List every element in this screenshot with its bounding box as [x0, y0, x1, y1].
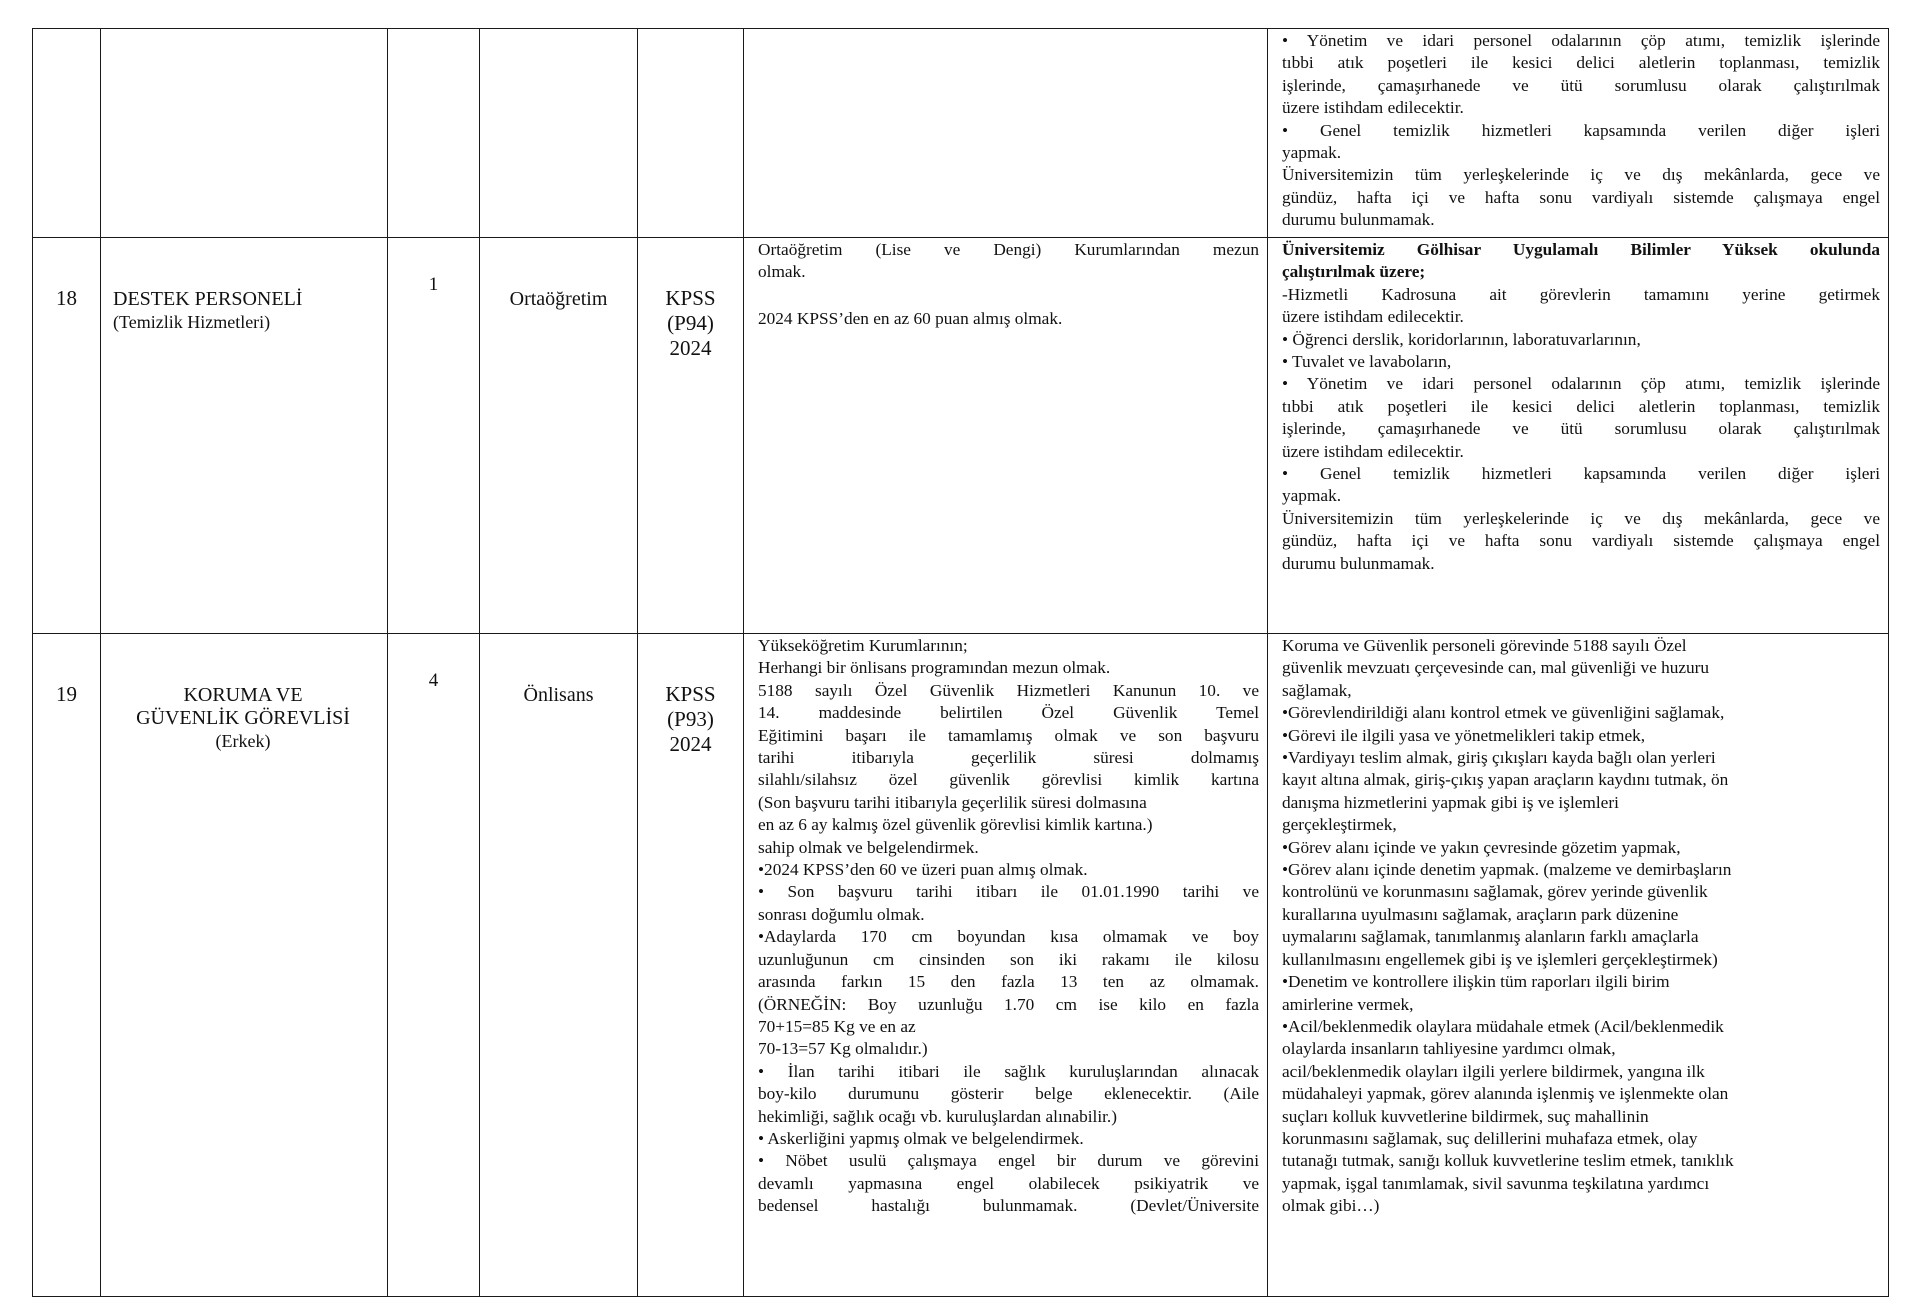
text-line: tıbbi atık poşetleri ile kesici delici aletlerin toplanması, temizlik — [1282, 396, 1880, 416]
text-line: olmak. — [758, 262, 806, 282]
text-line: devamlı yapmasına engel olabilecek psikiyatrik ve — [758, 1173, 1259, 1193]
table-row — [33, 238, 1889, 634]
text-line: Yükseköğretim Kurumlarının; — [758, 636, 968, 655]
text-line: Ortaöğretim (Lise ve Dengi) Kurumlarından mezun — [758, 240, 1259, 259]
text-line: danışma hizmetlerini yapmak gibi iş ve işlemleri — [1282, 792, 1619, 812]
text-line: güvenlik mevzuatı çerçevesinde can, mal güvenliği ve huzuru — [1282, 658, 1710, 678]
text-line: tıbbi atık poşetleri ile kesici delici aletlerin toplanması, temizlik — [1282, 53, 1880, 73]
description-text — [1268, 238, 1888, 575]
text-line: uymalarını sağlamak, tanımlanmış alanların farklı amaçlarla — [1282, 927, 1699, 947]
text-line: 70-13=57 Kg olmalıdır.) — [758, 1039, 928, 1059]
text-line: olaylarda insanların tahliyesine yardımcı olmak, — [1282, 1039, 1616, 1059]
table-row — [33, 634, 1889, 1297]
position-count: 4 — [388, 634, 480, 1297]
position-name: KORUMA VE — [183, 684, 303, 706]
kpss-code: (P94) — [667, 311, 714, 335]
kpss-year: 2024 — [669, 732, 712, 756]
position-name: GÜVENLİK GÖREVLİSİ — [136, 707, 350, 729]
text-line: işlerinde, çamaşırhanede ve ütü sorumlusu olarak çalıştırılmak — [1282, 75, 1880, 95]
text-line: •Adaylarda 170 cm boyundan kısa olmamak ve boy — [758, 927, 1259, 947]
cell-education — [480, 29, 638, 238]
text-line: boy-kilo durumunu gösterir belge eklenecektir. (Aile — [758, 1084, 1259, 1104]
text-line: tarihi itibarıyla geçerlilik süresi dolmamış — [758, 748, 1259, 768]
text-line: sahip olmak ve belgelendirmek. — [758, 837, 979, 857]
text-line: sağlamak, — [1282, 680, 1352, 700]
kpss-year: 2024 — [669, 336, 712, 360]
kpss-label: KPSS — [665, 682, 716, 706]
text-line: sonrası doğumlu olmak. — [758, 904, 925, 924]
text-line: (ÖRNEĞİN: Boy uzunluğu 1.70 cm ise kilo en fazla — [758, 994, 1259, 1014]
requirements-text — [744, 634, 1267, 1245]
text-line: •Görevi ile ilgili yasa ve yönetmelikleri takip etmek, — [1282, 725, 1646, 745]
education-level: Önlisans — [480, 634, 638, 1297]
text-line: • Yönetim ve idari personel odalarının çöp atımı, temizlik işlerinde — [1282, 374, 1880, 394]
text-line: •Görevlendirildiği alanı kontrol etmek ve güvenliğini sağlamak, — [1282, 703, 1725, 723]
text-line: Herhangi bir önlisans programından mezun olmak. — [758, 658, 1111, 678]
text-line: 70+15=85 Kg ve en az — [758, 1016, 916, 1036]
job-listing-table — [32, 28, 1889, 1297]
text-line: yapmak. — [1282, 143, 1342, 163]
text-line: •Vardiyayı teslim almak, giriş çıkışları kayda bağlı olan yerleri — [1282, 748, 1716, 768]
row-number: 19 — [33, 634, 101, 1297]
text-line: kontrolünü ve korunmasını sağlamak, görev yerinde güvenlik — [1282, 882, 1708, 902]
text-line: yapmak. — [1282, 486, 1342, 506]
text-line: Üniversitemizin tüm yerleşkelerinde iç ve dış mekânlarda, gece ve — [1282, 508, 1880, 528]
position-title — [101, 634, 388, 1297]
text-line: • Yönetim ve idari personel odalarının çöp atımı, temizlik işlerinde — [1282, 31, 1880, 50]
text-line: • Nöbet usulü çalışmaya engel bir durum ve görevini — [758, 1151, 1259, 1171]
text-line: • Genel temizlik hizmetleri kapsamında verilen diğer işleri — [1282, 464, 1880, 484]
text-line: • Genel temizlik hizmetleri kapsamında verilen diğer işleri — [1282, 120, 1880, 140]
text-line: silahlı/silahsız özel güvenlik görevlisi kimlik kartına — [758, 770, 1259, 790]
text-line: korunmasını sağlamak, suç delillerini muhafaza etmek, olay — [1282, 1128, 1698, 1148]
text-line: üzere istihdam edilecektir. — [1282, 441, 1464, 461]
cell-kpss — [638, 29, 744, 238]
cell-requirements — [744, 29, 1268, 238]
text-line: gündüz, hafta içi ve hafta sonu vardiyalı sistemde çalışmaya engel — [1282, 187, 1880, 207]
text-line: kurallarına uyulmasını sağlamak, araçların park düzenine — [1282, 904, 1679, 924]
cell-no — [33, 29, 101, 238]
text-line-bold: Üniversitemiz Gölhisar Uygulamalı Bilimler Yüksek okulunda — [1282, 240, 1880, 259]
text-line: 5188 sayılı Özel Güvenlik Hizmetleri Kanunun 10. ve — [758, 680, 1259, 700]
kpss-score-type — [638, 238, 744, 634]
text-line: acil/beklenmedik olayları ilgili yerlere bildirmek, yangına ilk — [1282, 1061, 1705, 1081]
description-text — [1268, 29, 1888, 237]
description-text — [1268, 634, 1888, 1245]
text-line: gündüz, hafta içi ve hafta sonu vardiyalı sistemde çalışmaya engel — [1282, 531, 1880, 551]
text-line: durumu bulunmamak. — [1282, 210, 1435, 230]
text-line: hekimliği, sağlık ocağı vb. kuruluşlardan alınabilir.) — [758, 1106, 1117, 1126]
education-level: Ortaöğretim — [480, 238, 638, 634]
text-line: amirlerine vermek, — [1282, 994, 1414, 1014]
cell-count — [388, 29, 480, 238]
text-line: • Askerliğini yapmış olmak ve belgelendirmek. — [758, 1128, 1084, 1148]
text-line: 14. maddesinde belirtilen Özel Güvenlik Temel — [758, 703, 1259, 723]
text-line: müdahaleyi yapmak, görev alanında işlenmiş ve işlenmekte olan — [1282, 1084, 1729, 1104]
position-subtitle: (Erkek) — [215, 731, 271, 751]
requirements-text — [744, 238, 1267, 330]
text-line: -Hizmetli Kadrosuna ait görevlerin tamamını yerine getirmek — [1282, 284, 1880, 304]
text-line: • Öğrenci derslik, koridorlarının, laboratuvarlarının, — [1282, 329, 1641, 349]
text-line: Eğitimini başarı ile tamamlamış olmak ve son başvuru — [758, 725, 1259, 745]
text-line: • Son başvuru tarihi itibarı ile 01.01.1990 tarihi ve — [758, 882, 1259, 902]
cell-position — [101, 29, 388, 238]
text-line: •2024 KPSS’den 60 ve üzeri puan almış olmak. — [758, 860, 1088, 880]
text-line: Koruma ve Güvenlik personeli görevinde 5188 sayılı Özel — [1282, 636, 1687, 655]
text-line: üzere istihdam edilecektir. — [1282, 307, 1464, 327]
position-name: DESTEK PERSONELİ — [113, 288, 303, 310]
text-line: gerçekleştirmek, — [1282, 815, 1397, 835]
text-line: yapmak, işgal tanımlamak, sivil savunma teşkilatına yardımcı — [1282, 1173, 1710, 1193]
cell-description — [1268, 29, 1889, 238]
table-row — [33, 29, 1889, 238]
kpss-code: (P93) — [667, 707, 714, 731]
text-line: 2024 KPSS’den en az 60 puan almış olmak. — [758, 308, 1063, 328]
position-count: 1 — [388, 238, 480, 634]
text-line: bedensel hastalığı bulunmamak. (Devlet/Üniversite — [758, 1196, 1259, 1216]
text-line: arasında farkın 15 den fazla 13 ten az olmamak. — [758, 972, 1259, 992]
text-line: • İlan tarihi itibari ile sağlık kuruluşlarından alınacak — [758, 1061, 1259, 1081]
cell-requirements — [744, 238, 1268, 634]
text-line: durumu bulunmamak. — [1282, 553, 1435, 573]
cell-requirements — [744, 634, 1268, 1297]
position-title — [101, 238, 388, 634]
text-line: en az 6 ay kalmış özel güvenlik görevlisi kimlik kartına.) — [758, 815, 1153, 835]
text-line: üzere istihdam edilecektir. — [1282, 98, 1464, 118]
text-line: •Acil/beklenmedik olaylara müdahale etmek (Acil/beklenmedik — [1282, 1016, 1724, 1036]
kpss-label: KPSS — [665, 286, 716, 310]
text-line: •Görev alanı içinde denetim yapmak. (malzeme ve demirbaşların — [1282, 860, 1732, 880]
text-line: •Denetim ve kontrollere ilişkin tüm raporları ilgili birim — [1282, 972, 1670, 992]
text-line: suçları kolluk kuvvetlerine bildirmek, suç mahallinin — [1282, 1106, 1649, 1126]
position-subtitle: (Temizlik Hizmetleri) — [113, 312, 271, 332]
text-line-bold: çalıştırılmak üzere; — [1282, 262, 1426, 282]
text-line: •Görev alanı içinde ve yakın çevresinde gözetim yapmak, — [1282, 837, 1681, 857]
text-line: Üniversitemizin tüm yerleşkelerinde iç ve dış mekânlarda, gece ve — [1282, 165, 1880, 185]
row-number: 18 — [33, 238, 101, 634]
text-line: uzunluğunun cm cinsinden son iki rakamı ile kilosu — [758, 949, 1259, 969]
cell-description — [1268, 238, 1889, 634]
text-line: kullanılmasını engellemek gibi iş ve işlemleri gerçekleştirmek) — [1282, 949, 1718, 969]
text-line: olmak gibi…) — [1282, 1196, 1380, 1216]
text-line: tutanağı tutmak, sanığı kolluk kuvvetlerine teslim etmek, tanıklık — [1282, 1151, 1734, 1171]
text-line: kayıt altına almak, giriş-çıkış yapan araçların kaydını tutmak, ön — [1282, 770, 1729, 790]
kpss-score-type — [638, 634, 744, 1297]
cell-description — [1268, 634, 1889, 1297]
text-line: • Tuvalet ve lavaboların, — [1282, 352, 1452, 372]
text-line: (Son başvuru tarihi itibarıyla geçerlilik süresi dolmasına — [758, 792, 1147, 812]
text-line: işlerinde, çamaşırhanede ve ütü sorumlusu olarak çalıştırılmak — [1282, 419, 1880, 439]
